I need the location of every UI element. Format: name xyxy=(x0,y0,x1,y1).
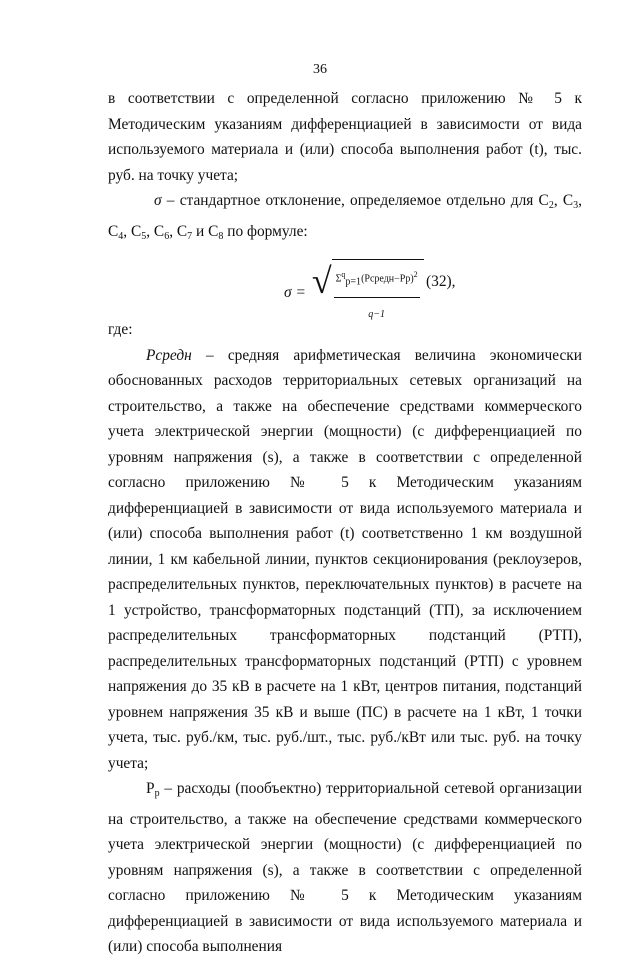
psredn-text: – средняя арифметическая величина экономически обоснованных расходов территориальных сетевых организаций на строительство, а также на обеспечение средствами коммерческого учета электрической энергии (мощности) (с дифференциацией по уровням напряжения (s), а также в соответствии с определенной согласно приложению № 5 к Методическим указаниям дифференциацией в зависимости от вида используемого материала и (или) способа выполнения работ (t) соответственно 1 км воздушной линии, 1 км кабельной линии, пунктов секционирования (реклоузеров, распределительных пунктов, переключательных пунктов) в расчете на 1 устройство, трансформаторных подстанций (ТП), за исключением распределительных трансформаторных подстанций (РТП), распределительных трансформаторных подстанций (РТП) с уровнем напряжения до 35 кВ в расчете на 1 кВт, центров питания, подстанций уровнем напряжения 35 кВ и выше (ПС) в расчете на 1 кВт, 1 точки учета, тыс. руб./км, тыс. руб./шт., тыс. руб./кВт или тыс. руб. на точку учета; xyxy=(108,346,582,772)
c-index: 4 xyxy=(118,230,124,242)
pp-text: – расходы (пообъектно) территориальной сетевой организации на строительство, а также на обеспечение средствами коммерческого учета электрической энергии (мощности) (с дифференциацией по уровням напряжения (s), а также в соответствии с определенной согласно приложению № 5 к Методическим указаниям дифференциацией в зависимости от вида используемого материала и (или) способа выполнения xyxy=(108,780,582,955)
pp-symbol: P xyxy=(146,780,155,797)
fraction-numerator xyxy=(334,262,420,298)
c-index: 2 xyxy=(548,200,554,211)
fraction-denominator: q−1 xyxy=(368,308,385,320)
sigma-definition: σ – стандартное отклонение, определяемое отдельно для $C_2$, $C_3$, $C_4$, $C_5$, $C_6$, $C_7$ и $C_8$ по формуле: xyxy=(108,192,582,242)
sum-upper: q xyxy=(341,270,346,279)
square-root xyxy=(312,259,424,327)
sigma-text: – стандартное отклонение, определяемое отдельно для C xyxy=(161,192,549,209)
paragraph-continuation: в соответствии с определенной согласно приложению № 5 к Методическим указаниям дифференциацией в зависимости от вида используемого материала и (или) способа выполнения работ (t), тыс. руб. на точку учета; xyxy=(108,90,582,184)
formula-lhs: σ = xyxy=(284,284,306,302)
fraction xyxy=(334,262,420,327)
sigma-symbol: σ xyxy=(154,192,162,209)
c-index: 3 xyxy=(573,200,579,211)
radicand xyxy=(332,259,424,327)
equation-number: (32), xyxy=(426,273,456,290)
page-number: 36 xyxy=(313,62,327,77)
sum-sign: Σ xyxy=(335,273,342,285)
formula-expression xyxy=(284,259,424,327)
power: 2 xyxy=(413,270,418,279)
psredn-symbol: Pсредн xyxy=(146,346,192,364)
radical-sign-icon: √ xyxy=(311,261,332,301)
c-index: 5 xyxy=(141,230,147,242)
pp-definition xyxy=(108,776,582,960)
c-index: 8 xyxy=(218,230,224,242)
pp-sub: p xyxy=(154,788,160,799)
sum-lower: p=1 xyxy=(345,276,362,288)
sigma-tail: по формуле: xyxy=(223,222,308,240)
c-index: 7 xyxy=(187,230,193,242)
formula-32 xyxy=(108,255,582,320)
sum-term: (Pсредн−Pp) xyxy=(361,273,414,285)
c-index: 6 xyxy=(164,230,170,242)
document-body xyxy=(108,86,582,960)
where-label: где: xyxy=(108,321,133,338)
psredn-definition xyxy=(108,343,582,777)
